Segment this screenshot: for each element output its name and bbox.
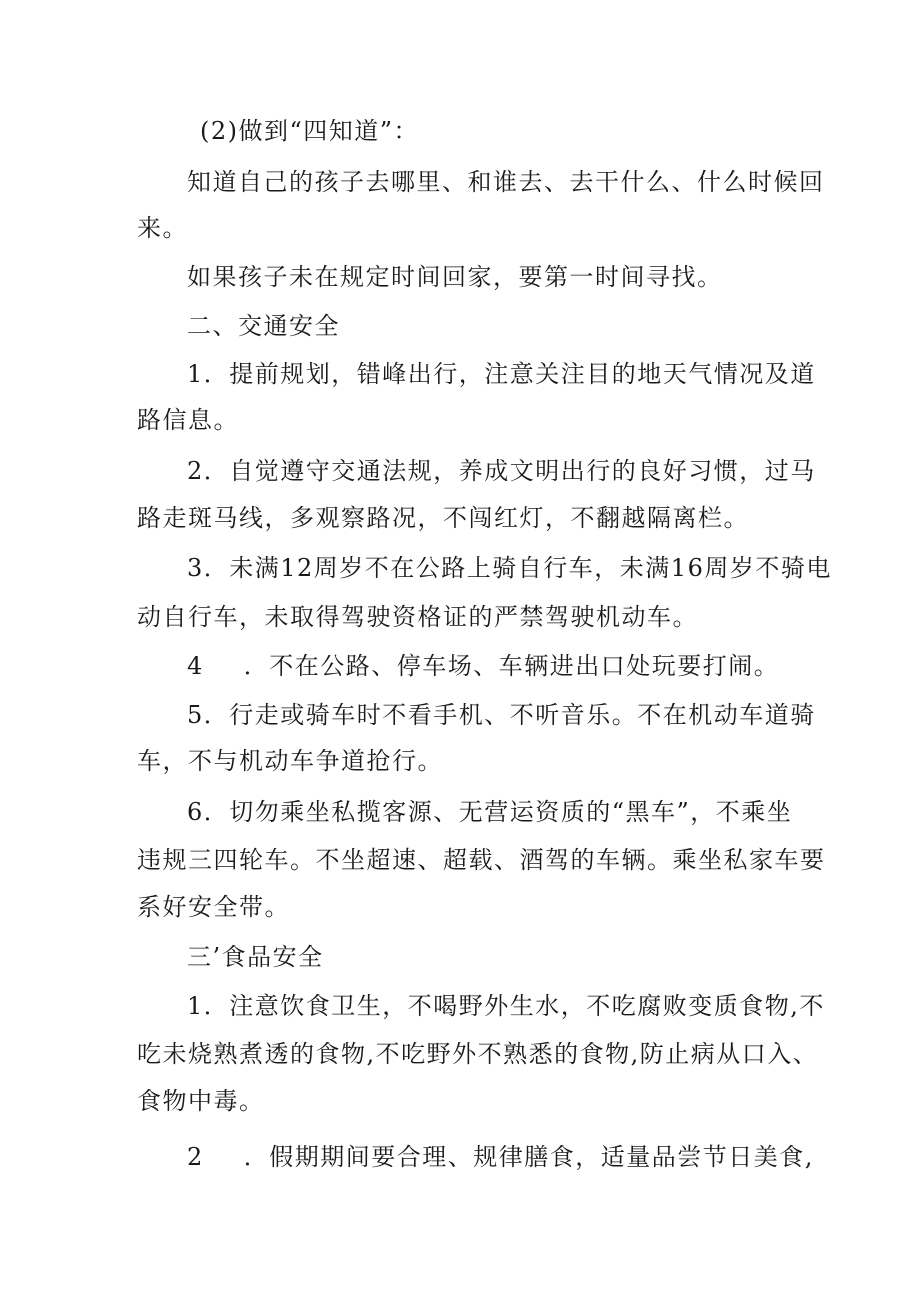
traffic-item-4: 4 ．不在公路、停车场、车辆进出口处玩要打闹。 bbox=[187, 652, 780, 680]
traffic-item-1-line-1: 1．提前规划，错峰出行，注意关注目的地天气情况及道 bbox=[187, 360, 816, 388]
food-item-2: 2 ．假期期间要合理、规律膳食，适量品尝节日美食, bbox=[187, 1143, 814, 1171]
food-item-1-line-3: 食物中毒。 bbox=[137, 1087, 265, 1115]
paragraph-four-knows-line-1: 知道自己的孩子去哪里、和谁去、去干什么、什么时候回 bbox=[187, 168, 825, 196]
traffic-item-2-line-1: 2．自觉遵守交通法规，养成文明出行的良好习惯，过马 bbox=[187, 457, 816, 485]
section-heading-food-safety: 三’食品安全 bbox=[187, 943, 324, 971]
food-item-1-line-2: 吃未烧熟煮透的食物,不吃野外不熟悉的食物,防止病从口入、 bbox=[137, 1040, 819, 1068]
traffic-item-6-line-3: 系好安全带。 bbox=[137, 893, 290, 921]
traffic-item-1-line-2: 路信息。 bbox=[137, 406, 239, 434]
traffic-item-5-line-2: 车，不与机动车争道抢行。 bbox=[137, 747, 443, 775]
traffic-item-3-line-1: 3．未满12周岁不在公路上骑自行车，未满16周岁不骑电 bbox=[187, 554, 832, 582]
food-item-1-line-1: 1．注意饮食卫生，不喝野外生水，不吃腐败变质食物,不 bbox=[187, 992, 825, 1020]
traffic-item-5-line-1: 5．行走或骑车时不看手机、不听音乐。不在机动车道骑 bbox=[187, 701, 816, 729]
paragraph-four-knows-heading: (2)做到“四知道”： bbox=[200, 117, 420, 145]
traffic-item-6-line-1: 6．切勿乘坐私揽客源、无营运资质的“黑车”，不乘坐 bbox=[187, 798, 793, 826]
traffic-item-3-line-2: 动自行车，未取得驾驶资格证的严禁驾驶机动车。 bbox=[137, 603, 698, 631]
section-heading-traffic-safety: 二、交通安全 bbox=[187, 312, 340, 340]
paragraph-search-child: 如果孩子未在规定时间回家，要第一时间寻找。 bbox=[187, 263, 723, 291]
paragraph-four-knows-line-2: 来。 bbox=[137, 214, 188, 242]
traffic-item-6-line-2: 违规三四轮车。不坐超速、超载、酒驾的车辆。乘坐私家车要 bbox=[137, 846, 826, 874]
traffic-item-2-line-2: 路走斑马线，多观察路况，不闯红灯，不翻越隔离栏。 bbox=[137, 504, 749, 532]
